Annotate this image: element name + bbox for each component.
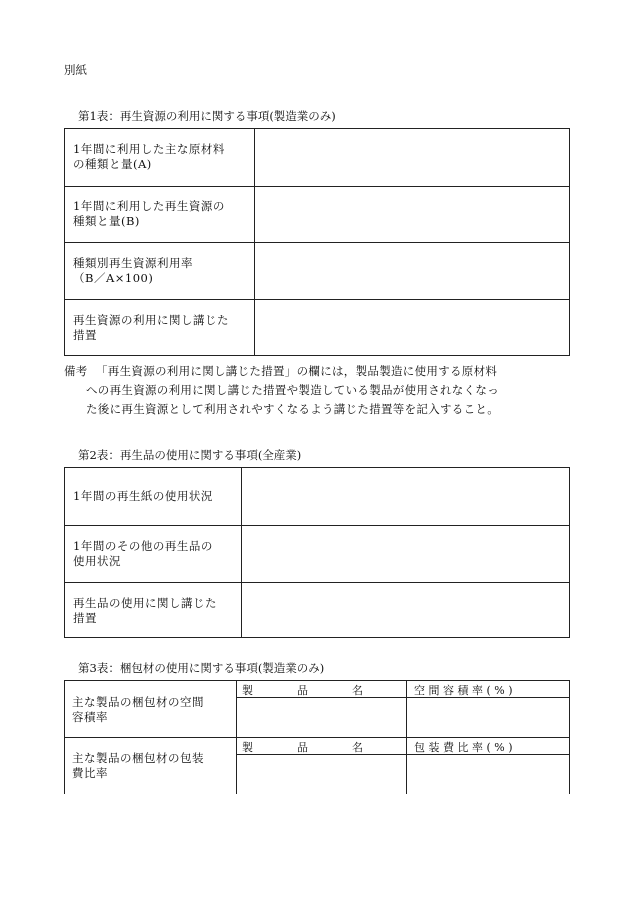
note-line: 「再生資源の利用に関し講じた措置」の欄には，製品製造に使用する原材料 [96,364,498,378]
table1 [64,128,570,356]
row-label: 1年間に利用した再生資源の 種類と量(B) [73,199,225,228]
row-label: 種類別再生資源利用率 （B／A×100) [73,256,193,285]
product-name-header: 製 品 名 [242,684,363,697]
table2-title: 第2表：再生品の使用に関する事項(全産業) [78,448,302,462]
row-label: 再生資源の利用に関し講じた 措置 [73,313,229,342]
note-line: への再生資源の利用に関し講じた措置や製造している製品が使用されなくなっ [86,383,499,397]
product-name-header: 製 品 名 [242,741,363,754]
note [64,362,564,419]
table-row [65,468,569,525]
row-label: 主な製品の梱包材の空間 容積率 [72,695,204,724]
space-ratio-header: 空 間 容 積 率 ( % ) [414,684,513,697]
table-row [65,299,569,357]
table-row [65,525,569,583]
row-label: 1年間に利用した主な原材料 の種類と量(A) [73,142,225,171]
note-line: た後に再生資源として利用されやすくなるよう講じた措置等を記入すること。 [86,402,499,416]
table-row [65,582,569,639]
attachment-label: 別紙 [64,63,87,77]
table-row [65,242,569,300]
table2 [64,467,570,638]
table1-title: 第1表：再生資源の利用に関する事項(製造業のみ) [78,109,336,123]
row-label: 1年間のその他の再生品の 使用状況 [73,539,213,568]
packaging-cost-ratio-header: 包 装 費 比 率 ( % ) [414,741,513,754]
row-label: 主な製品の梱包材の包装 費比率 [72,751,204,780]
row-label: 1年間の再生紙の使用状況 [73,489,213,503]
table3 [64,680,570,794]
table3-title: 第3表：梱包材の使用に関する事項(製造業のみ) [78,661,325,675]
table-row [65,129,569,186]
note-head: 備考 [64,364,88,378]
table-row [65,186,569,243]
row-label: 再生品の使用に関し講じた 措置 [73,596,217,625]
